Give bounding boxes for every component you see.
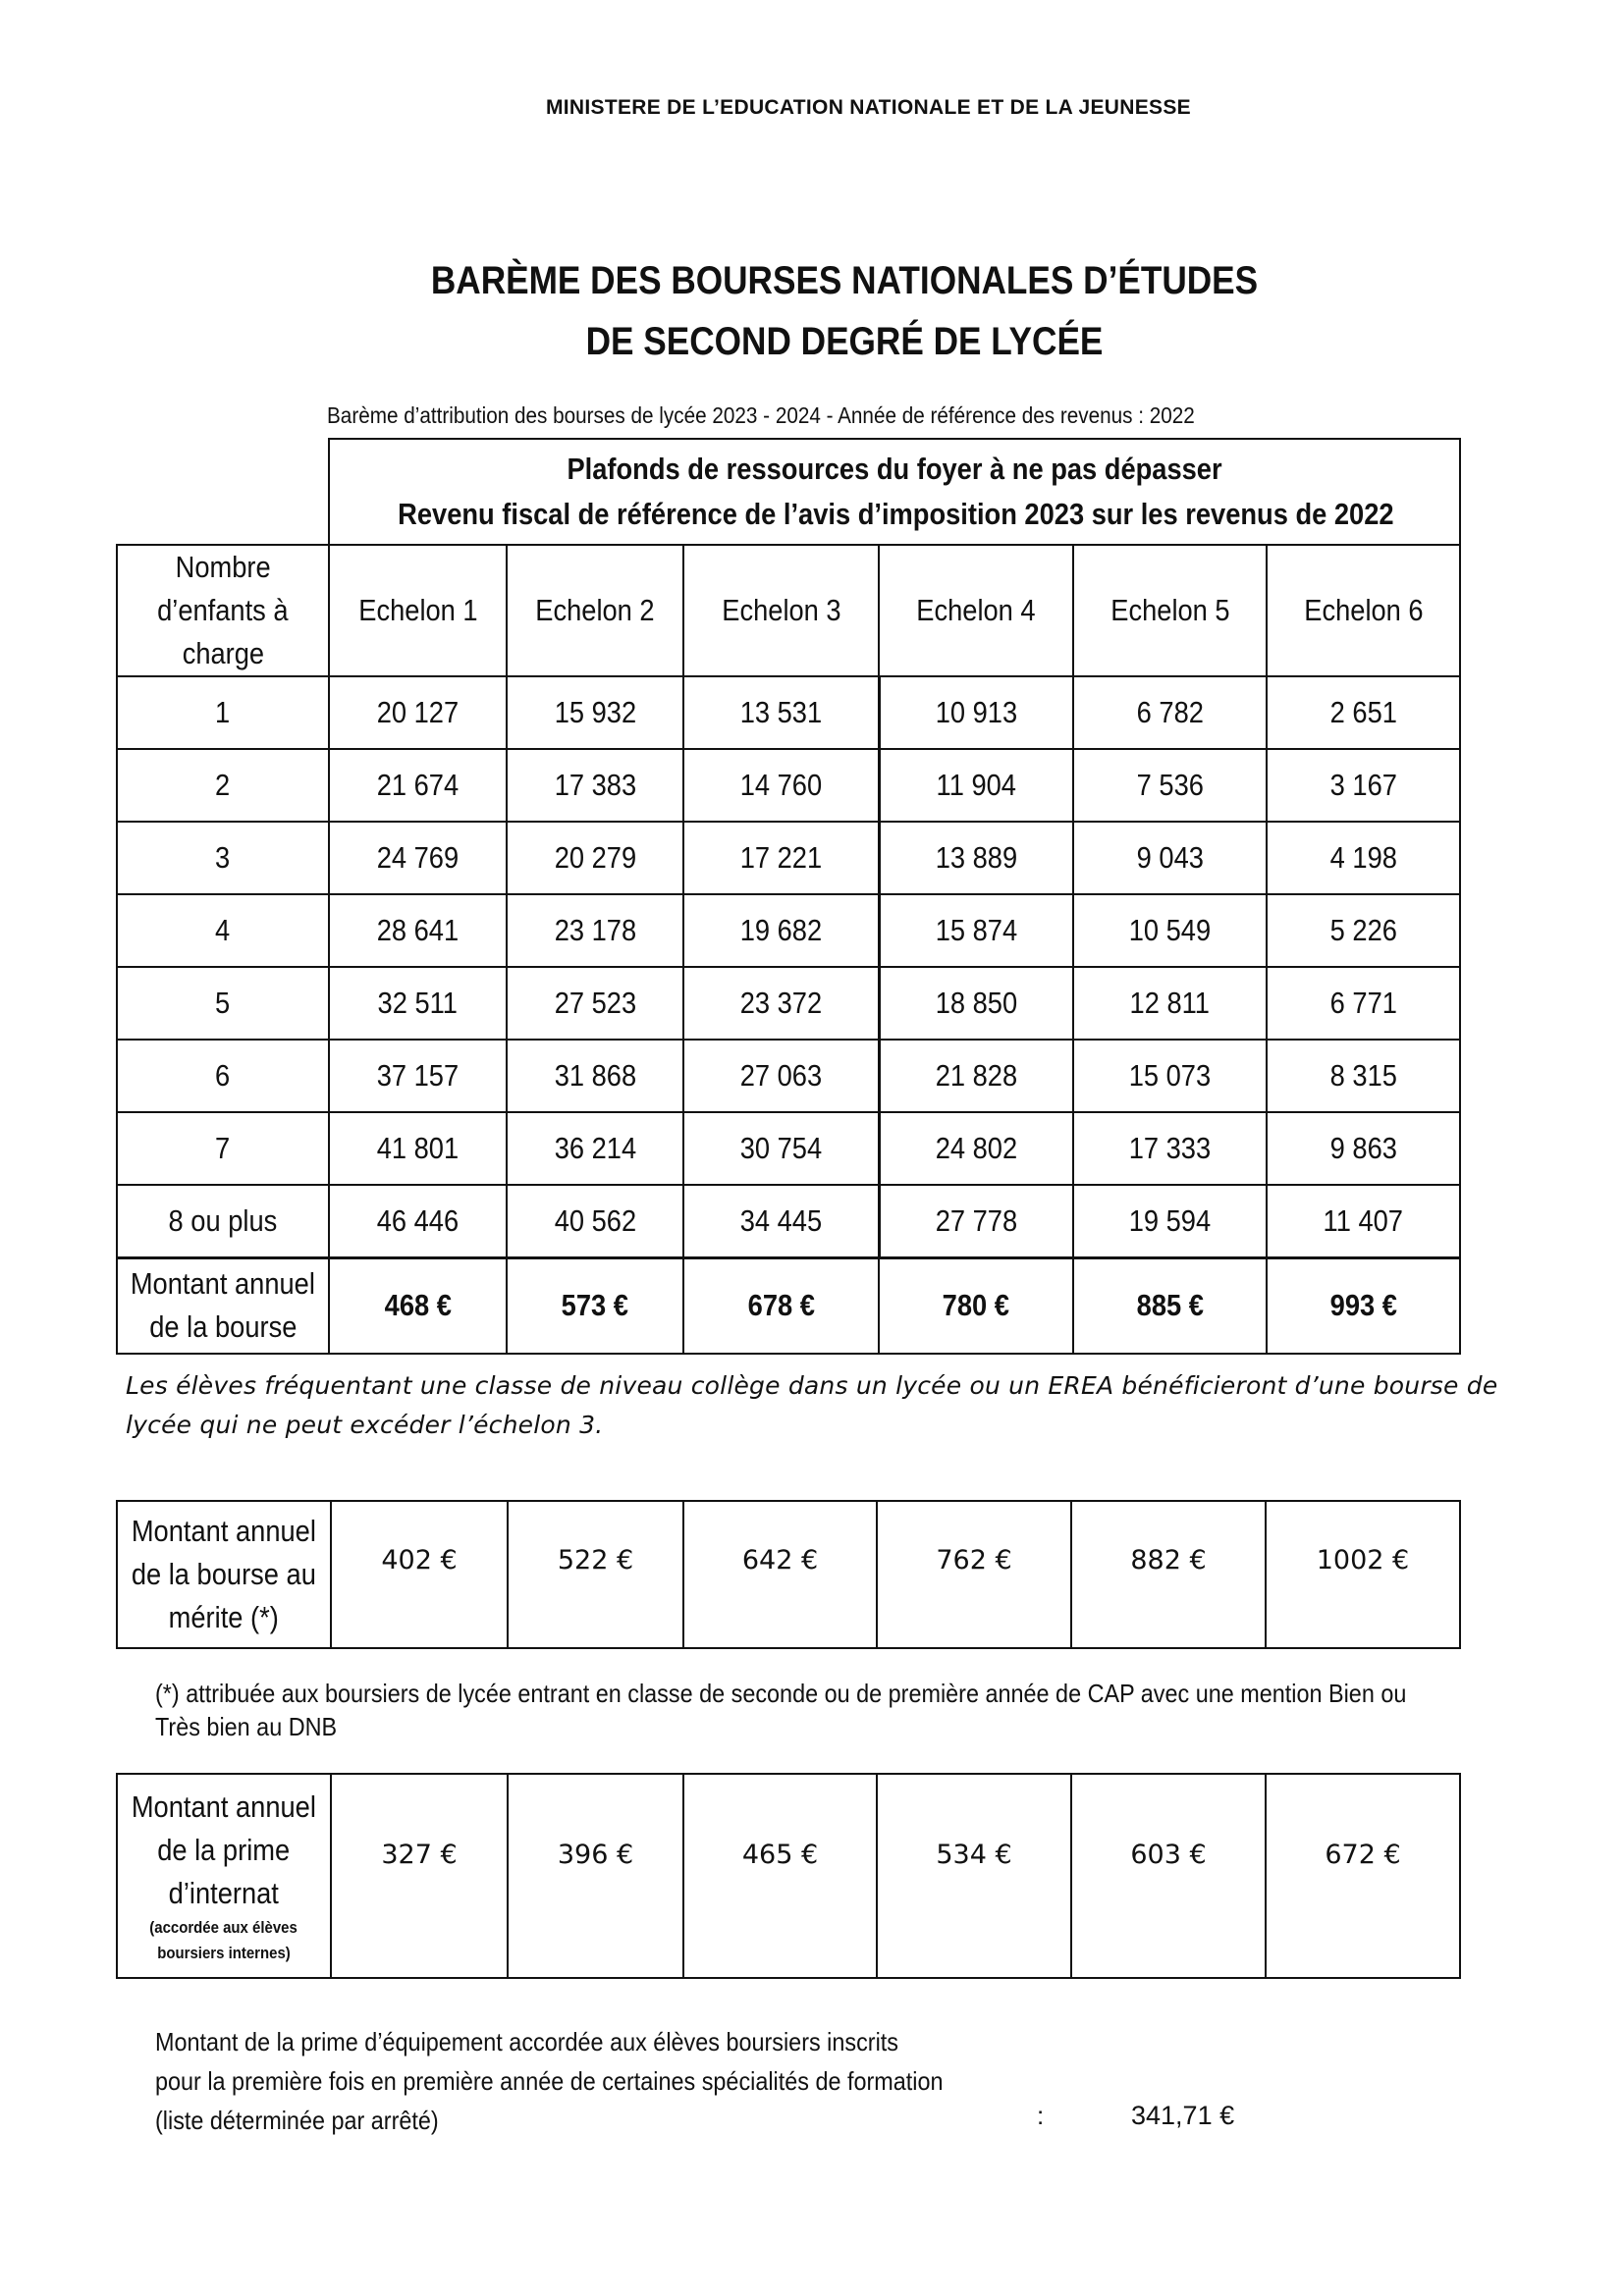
- ceiling-cell-echelon-6: [1267, 676, 1460, 749]
- ceiling-value: 20 127: [376, 695, 460, 729]
- merit-footnote: [155, 1677, 1520, 1743]
- merit-label-line-3: mérite (*): [168, 1600, 280, 1634]
- ceiling-value: 14 760: [739, 768, 822, 802]
- merit-label-line-2: de la bourse au: [131, 1557, 317, 1591]
- ceiling-value: 11 904: [936, 768, 1016, 802]
- echelon-2-header: [507, 545, 683, 676]
- merit-echelon-6: 1002 €: [1266, 1501, 1460, 1648]
- table-row: [117, 1185, 1460, 1257]
- boarding-label: [117, 1774, 331, 1978]
- children-count-cell: [117, 676, 329, 749]
- ceiling-cell-echelon-6: [1267, 1040, 1460, 1112]
- ceiling-value: 13 531: [739, 695, 822, 729]
- echelon-4-header: [879, 545, 1073, 676]
- resource-ceiling-line-2: Revenu fiscal de référence de l’avis d’imposition 2023 sur les revenus de 2022: [398, 497, 1394, 531]
- ceiling-value: 27 778: [935, 1202, 1017, 1238]
- ceiling-cell-echelon-5: [1073, 822, 1267, 894]
- echelon-3-label: Echelon 3: [721, 593, 841, 627]
- ceiling-value: 10 913: [935, 695, 1017, 729]
- annual-amount-label-line-2: de la bourse: [148, 1309, 298, 1345]
- merit-echelon-5: 882 €: [1071, 1501, 1266, 1648]
- ceiling-value: 30 754: [739, 1131, 822, 1165]
- annual-amount-value: 780 €: [942, 1288, 1010, 1323]
- blank-corner: [117, 439, 329, 545]
- ceiling-cell-echelon-5: [1073, 1185, 1267, 1257]
- ceiling-value: 31 868: [554, 1058, 636, 1093]
- boarding-label-line-1: Montant annuel: [131, 1789, 317, 1824]
- boarding-echelon-1: 327 €: [331, 1774, 508, 1978]
- ceiling-cell-echelon-1: [329, 822, 507, 894]
- ceiling-value: 15 073: [1128, 1058, 1212, 1093]
- ceiling-value: 2 651: [1329, 695, 1397, 729]
- annual-amount-echelon-1: [329, 1257, 507, 1354]
- ceiling-value: 21 828: [935, 1058, 1017, 1093]
- ceiling-value: 11 407: [1323, 1202, 1404, 1238]
- annual-amount-value: 678 €: [747, 1288, 815, 1323]
- children-count-cell: [117, 1040, 329, 1112]
- children-count-value: 8 ou plus: [168, 1202, 278, 1238]
- merit-echelon-3: 642 €: [683, 1501, 877, 1648]
- children-count-value: 2: [215, 768, 231, 802]
- ceiling-cell-echelon-4: [879, 1112, 1073, 1185]
- ceiling-cell-echelon-2: [507, 1185, 683, 1257]
- equipment-line-3: (liste déterminée par arrêté): [155, 2106, 439, 2135]
- children-count-cell: [117, 749, 329, 822]
- ceiling-cell-echelon-3: [683, 967, 879, 1040]
- echelon-1-header: [329, 545, 507, 676]
- echelon-5-header: [1073, 545, 1267, 676]
- ceiling-cell-echelon-3: [683, 749, 879, 822]
- ceiling-value: 34 445: [739, 1202, 822, 1238]
- ceiling-value: 21 674: [376, 768, 460, 802]
- echelon-5-label: Echelon 5: [1110, 593, 1230, 627]
- ceiling-cell-echelon-4: [879, 894, 1073, 967]
- equipment-line-1: Montant de la prime d’équipement accordée aux élèves boursiers inscrits: [155, 2027, 898, 2056]
- ceiling-value: 10 549: [1128, 913, 1212, 947]
- ceiling-cell-echelon-4: [879, 1040, 1073, 1112]
- table-row: [117, 676, 1460, 749]
- ceiling-value: 32 511: [377, 986, 459, 1020]
- ceiling-cell-echelon-1: [329, 967, 507, 1040]
- echelon-6-header: [1267, 545, 1460, 676]
- ceiling-cell-echelon-5: [1073, 1040, 1267, 1112]
- boarding-label-note-line-1: (accordée aux élèves: [149, 1918, 298, 1937]
- merit-label-line-1: Montant annuel: [131, 1514, 317, 1548]
- ceiling-cell-echelon-4: [879, 967, 1073, 1040]
- boarding-echelon-3: 465 €: [683, 1774, 877, 1978]
- merit-label: [117, 1501, 331, 1648]
- merit-footnote-line-1: (*) attribuée aux boursiers de lycée entrant en classe de seconde ou de première année de CAP avec une mention Bien ou: [155, 1679, 1407, 1708]
- ceiling-value: 13 889: [935, 840, 1017, 875]
- children-count-header-line-2: d’enfants à: [157, 593, 289, 627]
- ceiling-value: 17 383: [554, 768, 636, 802]
- ceiling-value: 7 536: [1136, 768, 1204, 802]
- annual-amount-value: 573 €: [561, 1288, 629, 1323]
- annual-amount-echelon-3: [683, 1257, 879, 1354]
- annual-amount-label: [117, 1257, 329, 1354]
- boarding-label-line-2: de la prime: [157, 1833, 291, 1867]
- ceiling-cell-echelon-2: [507, 967, 683, 1040]
- table-row: [117, 967, 1460, 1040]
- ceiling-value: 27 523: [554, 986, 636, 1020]
- echelon-2-label: Echelon 2: [535, 593, 655, 627]
- annual-amount-echelon-2: [507, 1257, 683, 1354]
- ceiling-cell-echelon-3: [683, 1040, 879, 1112]
- table-row: [117, 1112, 1460, 1185]
- children-count-value: 5: [215, 986, 231, 1020]
- equipment-line-2: pour la première fois en première année de certaines spécialités de formation: [155, 2066, 944, 2096]
- echelon-3-header: [683, 545, 879, 676]
- ceiling-cell-echelon-1: [329, 1112, 507, 1185]
- ceiling-value: 17 221: [739, 840, 822, 875]
- ceiling-cell-echelon-2: [507, 1040, 683, 1112]
- boarding-label-note: [118, 1915, 330, 1966]
- title-line-1: BARÈME DES BOURSES NATIONALES D’ÉTUDES: [430, 259, 1259, 302]
- boarding-echelon-6: 672 €: [1266, 1774, 1460, 1978]
- title-line-2: DE SECOND DEGRÉ DE LYCÉE: [585, 320, 1104, 363]
- children-count-cell: [117, 822, 329, 894]
- subtitle: Barème d’attribution des bourses de lycée 2023 - 2024 - Année de référence des revenus : 2022: [327, 402, 1195, 428]
- annual-amount-value: 468 €: [384, 1288, 452, 1323]
- ceiling-cell-echelon-4: [879, 749, 1073, 822]
- ceiling-cell-echelon-3: [683, 676, 879, 749]
- ceiling-value: 41 801: [376, 1131, 460, 1165]
- ceiling-value: 20 279: [554, 840, 636, 875]
- ceiling-cell-echelon-3: [683, 822, 879, 894]
- equipment-bonus-text: [155, 2022, 1031, 2140]
- table-row: [117, 822, 1460, 894]
- echelon-1-label: Echelon 1: [357, 593, 478, 627]
- merit-echelon-2: 522 €: [508, 1501, 683, 1648]
- ceiling-cell-echelon-6: [1267, 749, 1460, 822]
- ceiling-value: 6 771: [1329, 986, 1397, 1020]
- boarding-echelon-5: 603 €: [1071, 1774, 1266, 1978]
- ceiling-cell-echelon-1: [329, 894, 507, 967]
- children-count-cell: [117, 1112, 329, 1185]
- ceiling-cell-echelon-5: [1073, 1112, 1267, 1185]
- merit-footnote-line-2: Très bien au DNB: [155, 1712, 338, 1741]
- ceiling-value: 24 802: [935, 1131, 1017, 1165]
- college-level-note-line-2: lycée qui ne peut excéder l’échelon 3.: [126, 1411, 604, 1439]
- children-count-value: 3: [215, 840, 231, 875]
- ceiling-value: 36 214: [554, 1131, 636, 1165]
- ceiling-cell-echelon-2: [507, 676, 683, 749]
- ceiling-cell-echelon-6: [1267, 1112, 1460, 1185]
- ceiling-cell-echelon-1: [329, 749, 507, 822]
- ceiling-cell-echelon-6: [1267, 967, 1460, 1040]
- ministry-header: MINISTERE DE L’EDUCATION NATIONALE ET DE LA JEUNESSE: [546, 96, 1191, 119]
- ceiling-value: 9 863: [1329, 1131, 1397, 1165]
- ceiling-cell-echelon-6: [1267, 822, 1460, 894]
- merit-echelon-1: 402 €: [331, 1501, 508, 1648]
- ceiling-value: 15 932: [554, 695, 636, 729]
- ceiling-value: 19 594: [1128, 1202, 1212, 1238]
- ceiling-value: 24 769: [376, 840, 460, 875]
- ceiling-value: 23 178: [554, 913, 636, 947]
- income-ceiling-rows: [117, 676, 1460, 1257]
- ceiling-value: 15 874: [935, 913, 1017, 947]
- ceiling-cell-echelon-1: [329, 1040, 507, 1112]
- scholarship-scale-table: [116, 438, 1461, 1355]
- children-count-value: 7: [215, 1131, 231, 1165]
- ceiling-cell-echelon-6: [1267, 894, 1460, 967]
- ceiling-value: 3 167: [1329, 768, 1397, 802]
- annual-amount-echelon-4: [879, 1257, 1073, 1354]
- ceiling-value: 28 641: [376, 913, 460, 947]
- annual-amount-label-line-1: Montant annuel: [130, 1266, 316, 1302]
- ceiling-value: 8 315: [1329, 1058, 1397, 1093]
- ceiling-value: 19 682: [739, 913, 822, 947]
- ceiling-cell-echelon-4: [879, 676, 1073, 749]
- ceiling-cell-echelon-5: [1073, 894, 1267, 967]
- ceiling-cell-echelon-3: [683, 1185, 879, 1257]
- ceiling-value: 18 850: [935, 986, 1017, 1020]
- ceiling-value: 17 333: [1128, 1131, 1212, 1165]
- boarding-label-note-line-2: boursiers internes): [157, 1944, 291, 1962]
- college-level-note-line-1: Les élèves fréquentant une classe de niveau collège dans un lycée ou un EREA bénéficieront d’une bourse de: [126, 1371, 1498, 1400]
- children-count-value: 1: [215, 695, 231, 729]
- ceiling-value: 46 446: [376, 1202, 460, 1238]
- boarding-bonus-table: [116, 1773, 1461, 1979]
- equipment-colon: :: [1037, 2101, 1045, 2130]
- table-row: [117, 894, 1460, 967]
- ceiling-cell-echelon-5: [1073, 676, 1267, 749]
- annual-amount-value: 885 €: [1136, 1288, 1204, 1323]
- annual-amount-echelon-6: [1267, 1257, 1460, 1354]
- ceiling-cell-echelon-1: [329, 1185, 507, 1257]
- echelon-4-label: Echelon 4: [916, 593, 1036, 627]
- children-count-cell: [117, 967, 329, 1040]
- equipment-amount: 341,71 €: [1131, 2101, 1235, 2130]
- echelon-6-label: Echelon 6: [1303, 593, 1424, 627]
- resource-ceiling-line-1: Plafonds de ressources du foyer à ne pas dépasser: [567, 452, 1222, 486]
- ceiling-cell-echelon-2: [507, 822, 683, 894]
- ceiling-cell-echelon-2: [507, 749, 683, 822]
- annual-amount-echelon-5: [1073, 1257, 1267, 1354]
- boarding-echelon-4: 534 €: [877, 1774, 1071, 1978]
- ceiling-value: 37 157: [376, 1058, 460, 1093]
- ceiling-value: 27 063: [739, 1058, 822, 1093]
- ceiling-cell-echelon-4: [879, 822, 1073, 894]
- ceiling-cell-echelon-5: [1073, 749, 1267, 822]
- ceiling-value: 40 562: [554, 1202, 636, 1238]
- children-count-header-line-1: Nombre: [175, 550, 271, 584]
- table-row: [117, 749, 1460, 822]
- ceiling-value: 5 226: [1329, 913, 1397, 947]
- annual-amount-value: 993 €: [1329, 1288, 1397, 1323]
- ceiling-value: 4 198: [1329, 840, 1397, 875]
- ceiling-cell-echelon-6: [1267, 1185, 1460, 1257]
- children-count-cell: [117, 894, 329, 967]
- ceiling-value: 23 372: [739, 986, 822, 1020]
- ceiling-cell-echelon-1: [329, 676, 507, 749]
- ceiling-cell-echelon-2: [507, 1112, 683, 1185]
- ceiling-cell-echelon-4: [879, 1185, 1073, 1257]
- children-count-header-line-3: charge: [182, 636, 264, 670]
- college-level-note: [126, 1366, 1530, 1445]
- ceiling-cell-echelon-2: [507, 894, 683, 967]
- boarding-label-line-3: d’internat: [168, 1876, 280, 1910]
- children-count-header: [117, 545, 329, 676]
- ceiling-value: 6 782: [1136, 695, 1204, 729]
- merit-scholarship-table: [116, 1500, 1461, 1649]
- ceiling-cell-echelon-3: [683, 894, 879, 967]
- ceiling-cell-echelon-5: [1073, 967, 1267, 1040]
- resource-ceiling-header: [329, 439, 1460, 545]
- children-count-value: 6: [215, 1058, 231, 1093]
- table-row: [117, 1040, 1460, 1112]
- annual-amount-row: [117, 1257, 1460, 1354]
- children-count-value: 4: [215, 913, 231, 947]
- children-count-cell: [117, 1185, 329, 1257]
- ceiling-value: 9 043: [1136, 840, 1204, 875]
- boarding-echelon-2: 396 €: [508, 1774, 683, 1978]
- ceiling-value: 12 811: [1129, 986, 1211, 1020]
- ceiling-cell-echelon-3: [683, 1112, 879, 1185]
- merit-echelon-4: 762 €: [877, 1501, 1071, 1648]
